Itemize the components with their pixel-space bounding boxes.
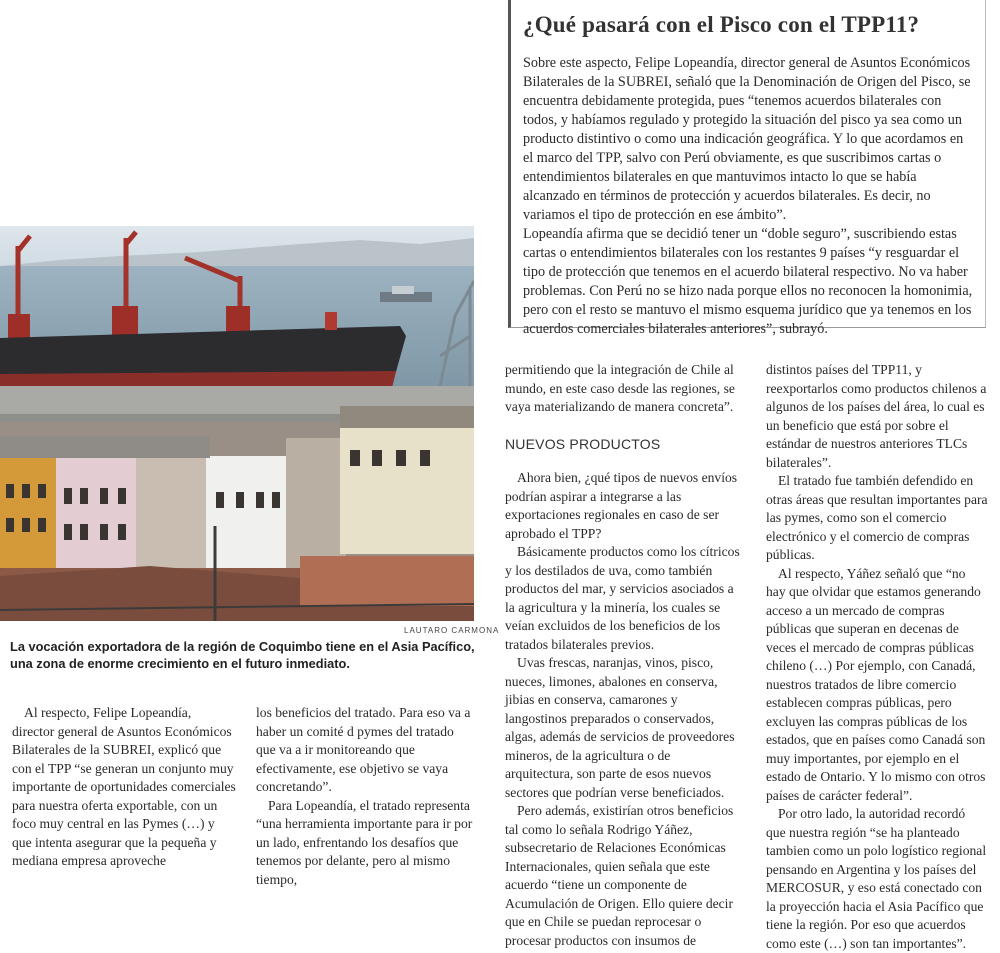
article-paragraph: Ahora bien, ¿qué tipos de nuevos envíos podrían aspirar a integrarse a las exportaciones regionales en caso de ser aprobado el TPP? [505,470,738,541]
sidebar-paragraph-2: Lopeandía afirma que se decidió tener un “doble seguro”, suscribiendo estas cartas o entendimientos bilaterales con los restantes 9 países “y resguardar el tipo de protección que tenemos en el acuerdo bilateral respectivo. No va haber problemas. Con Perú no se hizo nada porque ellos no reconocen la homonimia, pero con el resto se mantuvo el mismo esquema jurídico que ya tenemos en los acuerdos comerciales bilaterales anteriores”, subrayó. [523,226,973,337]
article-paragraph: Por otro lado, la autoridad recordó que nuestra región “se ha planteado tambien como un polo logístico regional pensando en Argentina y los países del MERCOSUR, y eso está conectado con la proyección hacia el Asia Pacífico que tiene la región. Por eso que acuerdos como este (…) son tan importantes”. [766,806,987,951]
article-paragraph: Pero además, existirían otros beneficios tal como lo señala Rodrigo Yáñez, subsecretario de Relaciones Económicas Internacionales, quien señala que este acuerdo “tiene un componente de Acumulación de Origen. Ello quiere decir que en Chile se puedan reprocesar o procesar productos con insumos de [505,803,734,948]
port-photo-illustration [0,226,474,621]
article-paragraph: Al respecto, Felipe Lopeandía, director general de Asuntos Económicos Bilaterales de la SUBREI, explicó que con el TPP “se generan un conjunto muy importante de oportunidades comerciales para nuestra oferta exportable, con un foco muy central en las Pymes (…) y que intenta asegurar que la pequeña y mediana empresa aproveche [12,705,236,868]
article-paragraph: Básicamente productos como los cítricos y los destilados de uva, como también productos del mar, y servicios asociados a la agricultura y la minería, los cuales se veían excluidos de los beneficios de los tratados bilaterales previos. [505,544,740,652]
article-paragraph: Para Lopeandía, el tratado representa “una herramienta importante para ir por un lado, enfrentando los desafíos que tenemos por delante, pero al mismo tiempo, [256,797,473,887]
sidebar-paragraph-1: Sobre este aspecto, Felipe Lopeandía, director general de Asuntos Económicos Bilaterales de la SUBREI, señaló que la Denominación de Origen del Pisco, se encuentra debidamente protegida, pues “tenemos acuerdos bilaterales con todos, y habíamos regulado y protegido la situación del pisco ya sea como un producto distintivo o como una indicación geográfica. Y lo que acordamos en el marco del TPP, salvo con Perú obviamente, es que suscribimos cartas o entendimientos bilaterales en que mantuvimos intacto lo que se había alcanzado en términos de protección y acuerdos bilaterales. Es decir, no variamos el tipo de protección en ese ámbito”. [523,55,971,223]
photo-credit: LAUTARO CARMONA [404,626,500,635]
article-column-4 [766,361,988,953]
article-column-3 [505,361,741,950]
photo-caption: La vocación exportadora de la región de Coquimbo tiene en el Asia Pacífico, una zona de enorme crecimiento en el futuro inmediato. [10,639,475,671]
article-column-2 [256,704,476,889]
article-paragraph: Al respecto, Yáñez señaló que “no hay que olvidar que estamos generando acceso a un mercado de compras públicas que superan en decenas de veces el mercado de compras públicas chileno (…) Por ejemplo, con Canadá, nuestros tratados de libre comercio establecen compras públicas, pero excluyen las compras públicas de los estados, que en países como Canadá son muy importantes, por ejemplo en el estado de Ontario. Y lo mismo con otros países de carácter federal”. [766,565,986,803]
section-subheading: NUEVOS PRODUCTOS [505,435,661,452]
article-paragraph: El tratado fue también defendido en otras áreas que resultan importantes para las pymes, como son el comercio electrónico y el comercio de compras públicas. [766,473,988,562]
port-photo [0,226,474,621]
sidebar-title: ¿Qué pasará con el Pisco con el TPP11? [523,12,920,37]
article-column-1 [12,704,236,871]
article-paragraph: Uvas frescas, naranjas, vinos, pisco, nueces, limones, abalones en conserva, jibias en conserva, camarones y langostinos preparados o conservados, algas, además de servicios de proveedores mineros, de la agricultura o de arquitectura, son parte de esos nuevos sectores que podrían verse beneficiados. [505,655,735,800]
pisco-sidebar-box [508,0,986,337]
article-paragraph: distintos países del TPP11, y reexportarlos como productos chilenos a algunos de los países del área, lo cual es un beneficio que está por sobre el estándar de nuestros anteriores TLCs bilaterales”. [766,362,987,470]
article-paragraph: los beneficios del tratado. Para eso va a haber un comité d pymes del tratado que va a ir monitoreando que efectivamente, ese objetivo se vaya concretando”. [256,705,471,794]
article-paragraph: permitiendo que la integración de Chile al mundo, en este caso desde las regiones, se vaya materializando de manera concreta”. [505,362,735,414]
